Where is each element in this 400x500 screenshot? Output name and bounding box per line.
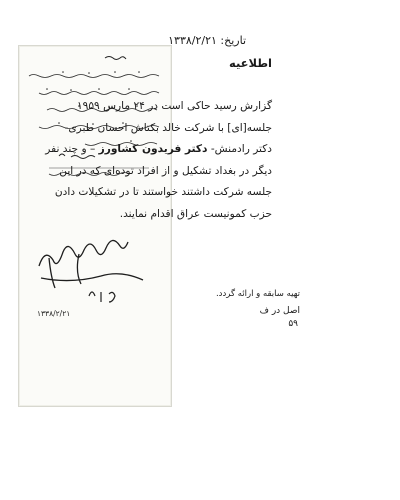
document-title: اطلاعیه	[228, 56, 272, 70]
date-label: تاریخ:	[220, 34, 246, 47]
body-line-3-rest: – و چند نفر	[45, 143, 96, 155]
handwritten-signature	[39, 240, 143, 288]
body-line-3	[45, 139, 272, 161]
reference-label: اصل در ف	[259, 306, 300, 316]
note-text: تهیه سابقه و ارائه گردد.	[215, 289, 300, 299]
body-line-3-bold-name: دکتر فریدون کشاورز	[98, 143, 208, 155]
handwritten-number	[89, 292, 115, 302]
document-body	[45, 96, 272, 225]
date-line	[168, 34, 246, 47]
body-line-1: گزارش رسید حاکی است در ۲۴ مارس ۱۹۵۹	[76, 100, 272, 112]
body-line-6: حزب کمونیست عراق اقدام نمایند.	[119, 207, 272, 220]
scan-date-text: ۱۳۳۸/۲/۲۱	[37, 309, 71, 318]
date-value: ۱۳۳۸/۲/۲۱	[168, 34, 217, 47]
body-line-5: جلسه شرکت داشتند خواستند تا در تشکیلات دادن	[54, 186, 272, 198]
body-line-3-name: دکتر رادمنش-	[210, 143, 272, 155]
body-line-4: دیگر در بغداد تشکیل و از افراد توده‌ای که در این	[59, 164, 272, 177]
handwritten-heading	[105, 57, 126, 60]
body-line-2: جلسه[ای] با شرکت خالد بکتاش احسان طبری-	[64, 121, 272, 134]
reference-number: ۵۹	[288, 319, 298, 329]
